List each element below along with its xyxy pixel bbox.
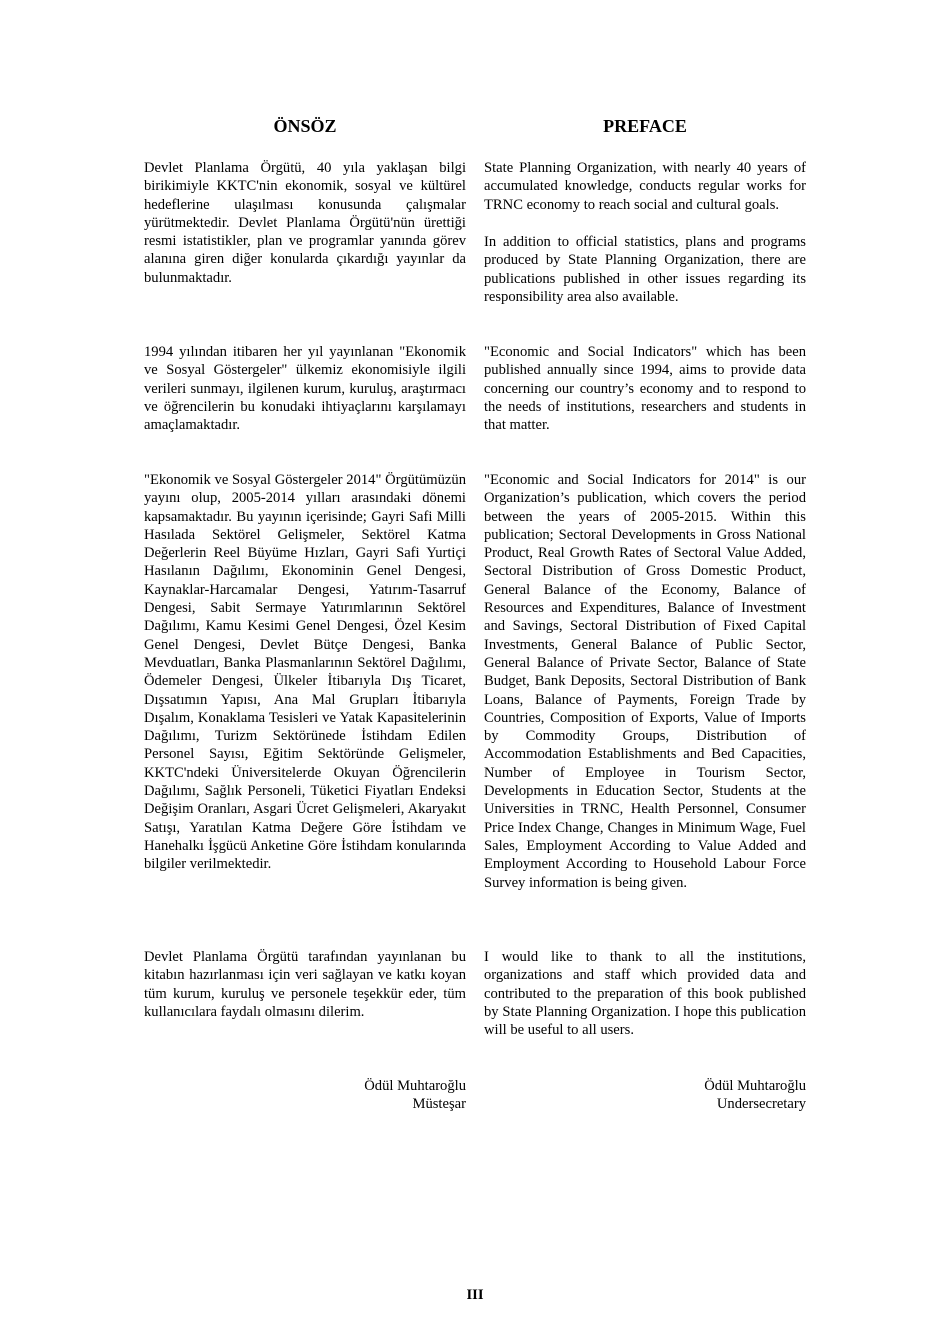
en-signature-name: Ödül Muhtaroğlu <box>704 1078 806 1094</box>
en-paragraph-purpose: "Economic and Social Indicators" which has been published annually since 1994, aims to provide data concerning our country’s economy and to respond to the needs of institutions, researchers and students in that matter. <box>484 344 806 434</box>
en-signature-title: Undersecretary <box>716 1096 806 1113</box>
tr-signature <box>144 1077 466 1114</box>
tr-paragraph-thanks: Devlet Planlama Örgütü tarafından yayınlanan bu kitabın hazırlanması için veri sağlayan ve katkı koyan tüm kurum, kuruluş ve personele teşekkür eder, tüm kullanıcılara faydalı olmasını dilerim. <box>144 949 466 1020</box>
tr-paragraph-contents: "Ekonomik ve Sosyal Göstergeler 2014" Örgütümüzün yayını olup, 2005-2014 yılları arasındaki dönemi kapsamaktadır. Bu yayının içerisinde; Gayri Safi Milli Hasılada Sektörel Gelişmeler, Sektörel Katma Değerlerin Reel Büyüme Hızları, Gayri Safi Yurtiçi Hasılanın Dağılımı, Ekonominin Genel Dengesi, Kaynaklar-Harcamalar Dengesi, Yatırım-Tasarruf Dengesi, Sabit Sermaye Yatırımlarının Sektörel Dağılımı, Kamu Kesimi Genel Dengesi, Özel Kesim Genel Dengesi, Devlet Bütçe Dengesi, Banka Mevduatları, Banka Plasmanlarının Sektörel Dağılımı, Ödemeler Dengesi, Ülkeler İtibarıyla Dış Ticaret, Dışsatımın Yapısı, Ana Mal Grupları İtibarıyla Dışalım, Konaklama Tesisleri ve Yatak Kapasitelerinin Dağılımı, Turizm Sektörünede İstihdam Edilen Personel Sayısı, Eğitim Sektöründe Gelişmeler, KKTC'ndeki Üniversitelerde Okuyan Öğrencilerin Dağılımı, Sağlık Personeli, Tüketici Fiyatları Endeksi Değişim Oranları, Asgari Ücret Gelişmeleri, Akaryakıt Satışı, Yaratılan Katma Değere Göre İstihdam ve Hanehalkı İşgücü Anketine Göre İstihdam konularında bilgiler verilmektedir. <box>144 472 466 873</box>
en-paragraph-intro: State Planning Organization, with nearly 40 years of accumulated knowledge, conducts regular works for TRNC economy to reach social and cultural goals. <box>484 160 806 213</box>
tr-paragraph-purpose: 1994 yılından itibaren her yıl yayınlanan "Ekonomik ve Sosyal Göstergeler" ülkemiz ekonomisiyle ilgili verileri sunmayı, ilgilenen kurum, kuruluş, araştırmacı ve öğrencilerin bu konudaki ihtiyaçlarını karşılamayı amaçlamaktadır. <box>144 344 466 434</box>
tr-signature-name: Ödül Muhtaroğlu <box>364 1078 466 1094</box>
tr-signature-title: Müsteşar <box>412 1096 466 1113</box>
page-number: III <box>466 1287 484 1303</box>
preface-title-tr: ÖNSÖZ <box>273 116 337 136</box>
en-signature <box>484 1077 806 1114</box>
tr-paragraph-intro: Devlet Planlama Örgütü, 40 yıla yaklaşan bilgi birikimiyle KKTC'nin ekonomik, sosyal ve kültürel hedeflerine ulaşılması konusunda çalışmalar yürütmektedir. Devlet Planlama Örgütü'nün ürettiği resmi istatistikler, plan ve programlar yanında görev alanına giren diğer konularda çıkardığı yayınlar da bulunmaktadır. <box>144 160 466 286</box>
preface-title-en: PREFACE <box>603 116 687 136</box>
en-paragraph-thanks: I would like to thank to all the institutions, organizations and staff which provided data and contributed to the preparation of this book published by State Planning Organization. I hope this publication will be useful to all users. <box>484 949 806 1039</box>
en-paragraph-publications: In addition to official statistics, plans and programs produced by State Planning Organization, there are publications published in other issues regarding its responsibility area also available. <box>484 234 806 305</box>
en-paragraph-contents: "Economic and Social Indicators for 2014" is our Organization’s publication, which covers the period between the years of 2005-2015. Within this publication; Sectoral Developments in Gross National Product, Real Growth Rates of Sectoral Value Added, Sectoral Distribution of Gross Domestic Product, General Balance of the Economy, Balance of Resources and Expenditures, Balance of Investment and Savings, Sectoral Distribution of Fixed Capital Investments, General Balance of Public Sector, General Balance of Private Sector, Balance of State Budget, Bank Deposits, Sectoral Distribution of Bank Loans, Balance of Payments, Foreign Trade by Countries, Composition of Exports, Value of Imports by Commodity Groups, Distribution of Accommodation Establishments and Bed Capacities, Number of Employee in Tourism Sector, Developments in Education Sector, Students at the Universities in TRNC, Health Personnel, Consumer Price Index Change, Changes in Minimum Wage, Fuel Sales, Employment According to Value Added and Employment According to Household Labour Force Survey information is being given. <box>484 472 806 891</box>
